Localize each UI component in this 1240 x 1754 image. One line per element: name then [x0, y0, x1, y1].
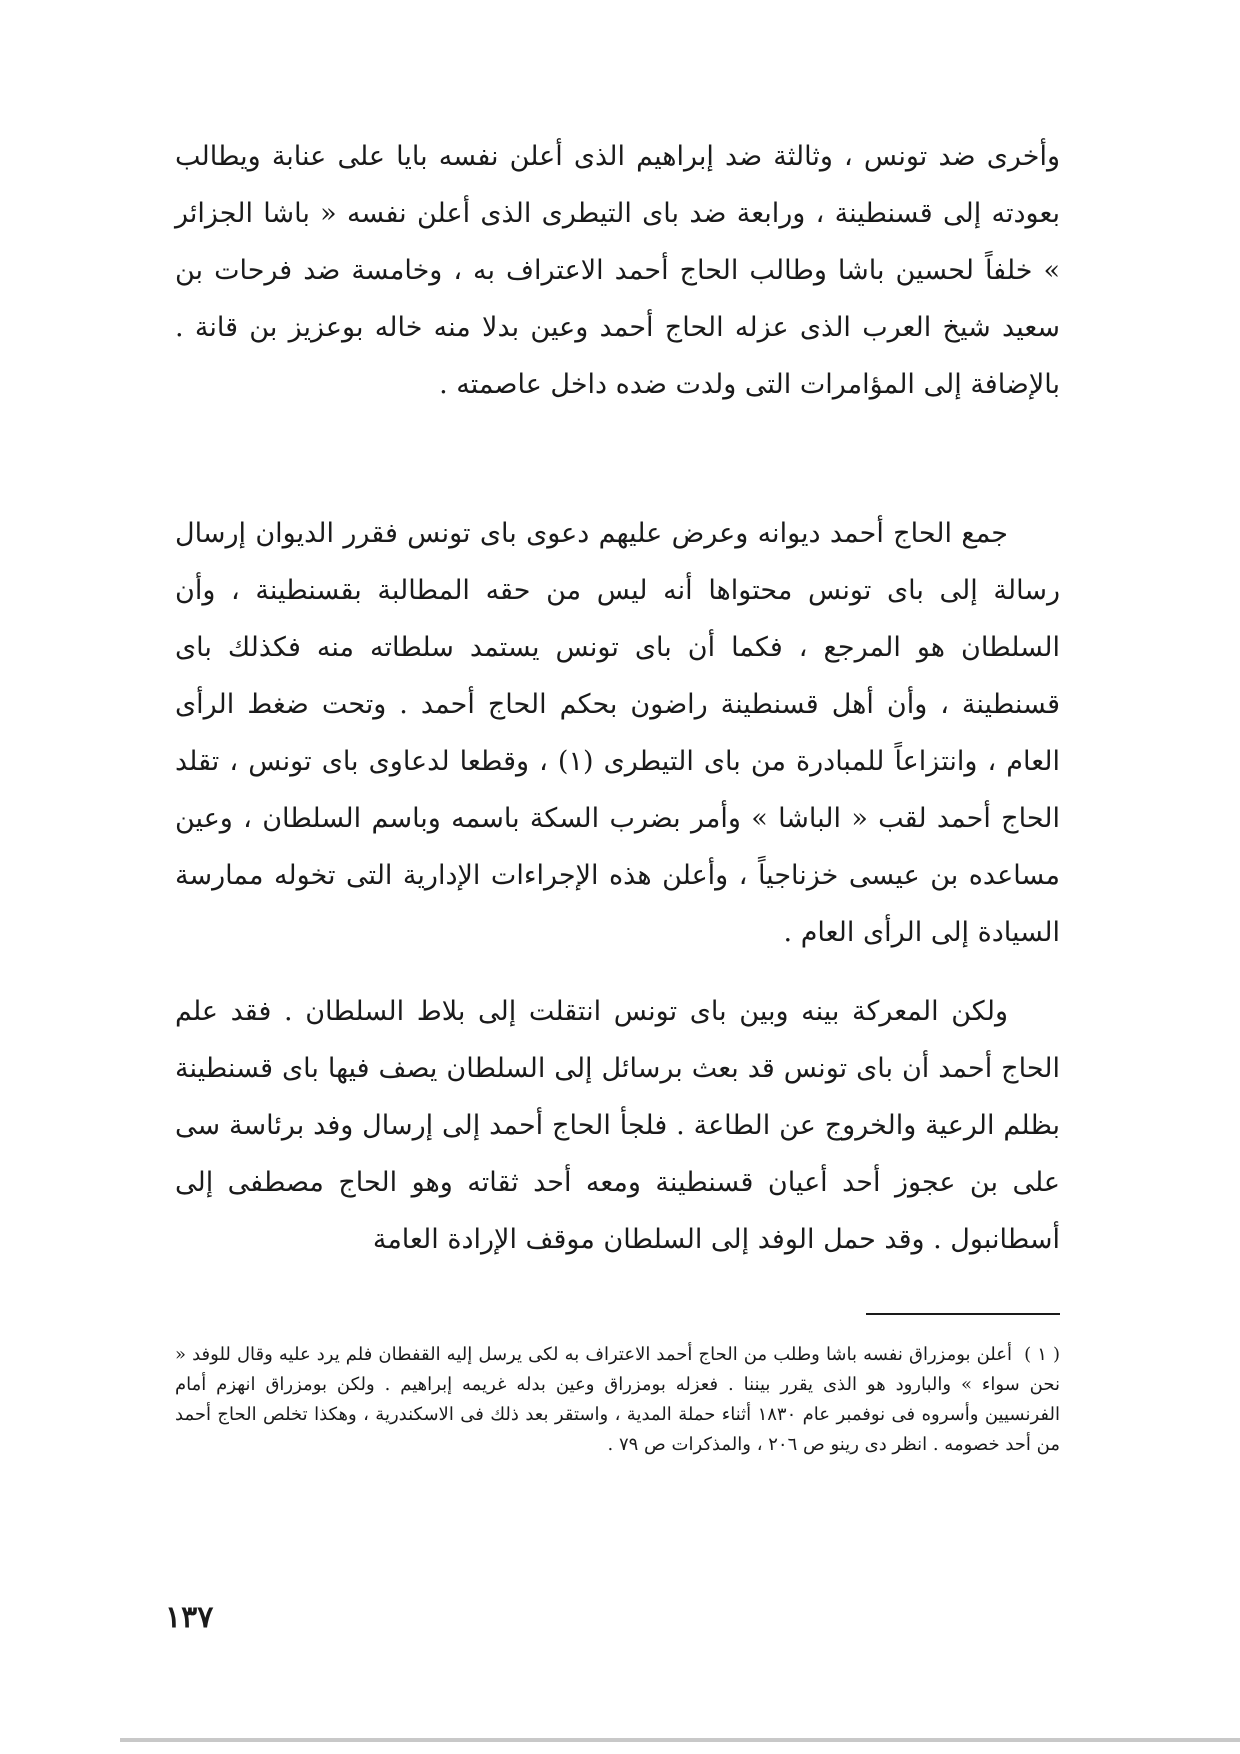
paragraph-2	[175, 505, 1060, 961]
footnote-text: أعلن بومزراق نفسه باشا وطلب من الحاج أحمد الاعتراف به لكى يرسل إليه القفطان فلم يرد عليه وقال للوفد « نحن سواء » والبارود هو الذى يقرر بيننا . فعزله بومزراق وعين بدله غريمه إبراهيم . ولكن بومزراق انهزم أمام الفرنسيين وأسروه فى نوفمبر عام ١٨٣٠ أثناء حملة المدية ، واستقر بعد ذلك فى الاسكندرية ، وهكذا تخلص الحاج أحمد من أحد خصومه . انظر دى رينو ص ٢٠٦ ، والمذكرات ص ٧٩ .	[175, 1344, 1060, 1455]
page-bottom-border	[120, 1738, 1240, 1742]
footnote	[175, 1340, 1060, 1460]
paragraph-1-text: وأخرى ضد تونس ، وثالثة ضد إبراهيم الذى أعلن نفسه بايا على عنابة ويطالب بعودته إلى قسنطينة ، ورابعة ضد باى التيطرى الذى أعلن نفسه « باشا الجزائر » خلفاً لحسين باشا وطالب الحاج أحمد الاعتراف به ، وخامسة ضد فرحات بن سعيد شيخ العرب الذى عزله الحاج أحمد وعين بدلا منه خاله بوعزيز بن قانة . بالإضافة إلى المؤامرات التى ولدت ضده داخل عاصمته .	[175, 141, 1061, 400]
footnote-divider	[866, 1313, 1060, 1315]
paragraph-1	[175, 128, 1060, 413]
page-number: ١٣٧	[165, 1600, 214, 1635]
paragraph-2-text: جمع الحاج أحمد ديوانه وعرض عليهم دعوى باى تونس فقرر الديوان إرسال رسالة إلى باى تونس محتواها أنه ليس من حقه المطالبة بقسنطينة ، وأن السلطان هو المرجع ، فكما أن باى تونس يستمد سلطاته منه فكذلك باى قسنطينة ، وأن أهل قسنطينة راضون بحكم الحاج أحمد . وتحت ضغط الرأى العام ، وانتزاعاً للمبادرة من باى التيطرى (١) ، وقطعا لدعاوى باى تونس ، تقلد الحاج أحمد لقب « الباشا » وأمر بضرب السكة باسمه وباسم السلطان ، وعين مساعده بن عيسى خزناجياً ، وأعلن هذه الإجراءات الإدارية التى تخوله ممارسة السيادة إلى الرأى العام .	[175, 518, 1060, 948]
footnote-marker: ( ١ )	[1024, 1344, 1060, 1365]
paragraph-3-text: ولكن المعركة بينه وبين باى تونس انتقلت إلى بلاط السلطان . فقد علم الحاج أحمد أن باى تونس قد بعث برسائل إلى السلطان يصف فيها باى قسنطينة بظلم الرعية والخروج عن الطاعة . فلجأ الحاج أحمد إلى إرسال وفد برئاسة سى على بن عجوز أحد أعيان قسنطينة ومعه أحد ثقاته وهو الحاج مصطفى إلى أسطانبول . وقد حمل الوفد إلى السلطان موقف الإرادة العامة	[175, 996, 1060, 1255]
paragraph-3	[175, 983, 1060, 1268]
